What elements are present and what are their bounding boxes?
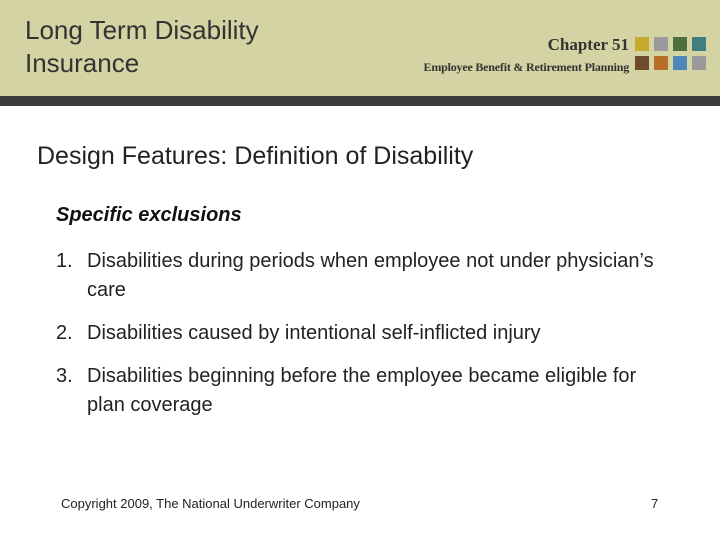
item-number: 3. [56, 365, 73, 387]
list-item [56, 362, 676, 420]
slide-title: Design Features: Definition of Disability [37, 142, 474, 170]
list-item [56, 319, 676, 348]
item-text: Disabilities caused by intentional self-inflicted injury [87, 322, 541, 344]
item-number: 2. [56, 322, 73, 344]
exclusions-list [56, 247, 676, 434]
book-title: Employee Benefit & Retirement Planning [423, 60, 629, 74]
footer-copyright: Copyright 2009, The National Underwriter Company [61, 496, 360, 511]
square-4 [692, 37, 706, 51]
square-6 [654, 56, 668, 70]
square-3 [673, 37, 687, 51]
slide-header [0, 0, 720, 96]
subheading: Specific exclusions [56, 204, 242, 226]
square-7 [673, 56, 687, 70]
page-number: 7 [651, 496, 659, 511]
square-8 [692, 56, 706, 70]
square-1 [635, 37, 649, 51]
item-number: 1. [56, 250, 73, 272]
header-divider-bar [0, 96, 720, 106]
chapter-label: Chapter 51 [547, 35, 629, 54]
decorative-squares [635, 37, 715, 73]
list-item [56, 247, 676, 305]
header-title: Long Term Disability Insurance [25, 15, 259, 78]
item-text: Disabilities during periods when employee not under physician’s care [87, 250, 654, 301]
square-2 [654, 37, 668, 51]
item-text: Disabilities beginning before the employee became eligible for plan coverage [87, 365, 637, 416]
square-5 [635, 56, 649, 70]
